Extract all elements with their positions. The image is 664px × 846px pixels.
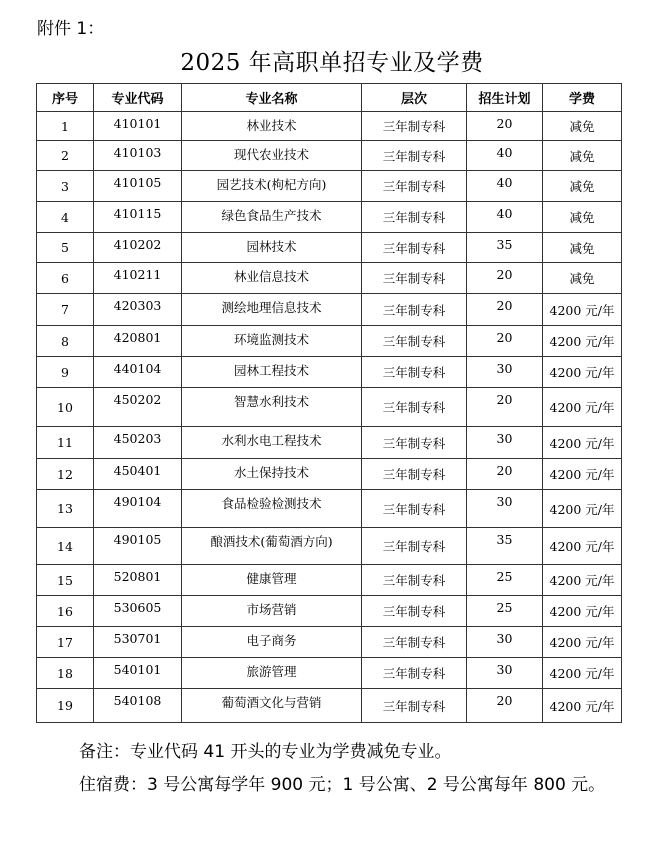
row-major-name: 林业技术 bbox=[182, 112, 362, 141]
row-level: 三年制专科 bbox=[362, 357, 467, 388]
row-index: 7 bbox=[37, 294, 94, 326]
row-major-code: 530701 bbox=[94, 627, 182, 658]
row-major-code: 530605 bbox=[94, 596, 182, 627]
row-major-code: 410103 bbox=[94, 141, 182, 171]
row-index: 9 bbox=[37, 357, 94, 388]
row-index: 15 bbox=[37, 565, 94, 596]
row-level: 三年制专科 bbox=[362, 596, 467, 627]
row-index: 10 bbox=[37, 388, 94, 427]
header-major-name: 专业名称 bbox=[182, 84, 362, 112]
row-major-code: 410115 bbox=[94, 202, 182, 233]
header-index: 序号 bbox=[37, 84, 94, 112]
row-major-code: 490104 bbox=[94, 490, 182, 528]
row-index: 5 bbox=[37, 233, 94, 263]
table-row bbox=[37, 596, 622, 627]
row-major-code: 490105 bbox=[94, 528, 182, 565]
row-major-code: 540101 bbox=[94, 658, 182, 689]
row-index: 14 bbox=[37, 528, 94, 565]
table-row bbox=[37, 528, 622, 565]
row-index: 1 bbox=[37, 112, 94, 141]
row-enrollment-plan: 40 bbox=[467, 171, 543, 202]
row-major-code: 520801 bbox=[94, 565, 182, 596]
row-index: 13 bbox=[37, 490, 94, 528]
row-tuition: 减免 bbox=[543, 202, 622, 233]
row-level: 三年制专科 bbox=[362, 459, 467, 490]
row-index: 3 bbox=[37, 171, 94, 202]
table-row bbox=[37, 459, 622, 490]
row-tuition: 4200 元/年 bbox=[543, 427, 622, 459]
row-level: 三年制专科 bbox=[362, 388, 467, 427]
row-tuition: 减免 bbox=[543, 263, 622, 294]
row-major-name: 水利水电工程技术 bbox=[182, 427, 362, 459]
row-level: 三年制专科 bbox=[362, 202, 467, 233]
row-major-name: 酿酒技术(葡萄酒方向) bbox=[182, 528, 362, 565]
row-major-name: 园林技术 bbox=[182, 233, 362, 263]
row-major-code: 450401 bbox=[94, 459, 182, 490]
header-level: 层次 bbox=[362, 84, 467, 112]
row-index: 17 bbox=[37, 627, 94, 658]
table-row bbox=[37, 202, 622, 233]
row-tuition: 4200 元/年 bbox=[543, 294, 622, 326]
row-level: 三年制专科 bbox=[362, 171, 467, 202]
row-tuition: 4200 元/年 bbox=[543, 528, 622, 565]
row-level: 三年制专科 bbox=[362, 326, 467, 357]
table-row bbox=[37, 627, 622, 658]
remarks bbox=[37, 736, 637, 802]
row-index: 19 bbox=[37, 689, 94, 723]
row-tuition: 减免 bbox=[543, 112, 622, 141]
row-enrollment-plan: 30 bbox=[467, 357, 543, 388]
row-enrollment-plan: 20 bbox=[467, 294, 543, 326]
table-row bbox=[37, 658, 622, 689]
row-enrollment-plan: 20 bbox=[467, 112, 543, 141]
header-enrollment-plan: 招生计划 bbox=[467, 84, 543, 112]
row-major-name: 旅游管理 bbox=[182, 658, 362, 689]
table-row bbox=[37, 565, 622, 596]
row-major-name: 测绘地理信息技术 bbox=[182, 294, 362, 326]
row-tuition: 4200 元/年 bbox=[543, 689, 622, 723]
table-row bbox=[37, 112, 622, 141]
row-level: 三年制专科 bbox=[362, 627, 467, 658]
majors-fee-table bbox=[36, 83, 622, 723]
row-index: 16 bbox=[37, 596, 94, 627]
row-tuition: 4200 元/年 bbox=[543, 459, 622, 490]
table-row bbox=[37, 326, 622, 357]
table-row bbox=[37, 171, 622, 202]
row-enrollment-plan: 30 bbox=[467, 627, 543, 658]
row-tuition: 4200 元/年 bbox=[543, 326, 622, 357]
row-level: 三年制专科 bbox=[362, 263, 467, 294]
row-major-name: 水土保持技术 bbox=[182, 459, 362, 490]
row-enrollment-plan: 20 bbox=[467, 263, 543, 294]
row-major-code: 410101 bbox=[94, 112, 182, 141]
row-tuition: 4200 元/年 bbox=[543, 357, 622, 388]
row-index: 2 bbox=[37, 141, 94, 171]
row-enrollment-plan: 20 bbox=[467, 459, 543, 490]
table-header-row bbox=[37, 84, 622, 112]
table-row bbox=[37, 263, 622, 294]
table-row bbox=[37, 490, 622, 528]
row-index: 6 bbox=[37, 263, 94, 294]
row-major-code: 450202 bbox=[94, 388, 182, 427]
table-row bbox=[37, 689, 622, 723]
row-tuition: 减免 bbox=[543, 141, 622, 171]
row-major-code: 440104 bbox=[94, 357, 182, 388]
row-major-name: 食品检验检测技术 bbox=[182, 490, 362, 528]
remark-note: 备注：专业代码 41 开头的专业为学费减免专业。 bbox=[79, 742, 452, 762]
row-enrollment-plan: 35 bbox=[467, 528, 543, 565]
row-major-code: 420801 bbox=[94, 326, 182, 357]
row-enrollment-plan: 40 bbox=[467, 202, 543, 233]
row-enrollment-plan: 30 bbox=[467, 658, 543, 689]
row-enrollment-plan: 20 bbox=[467, 388, 543, 427]
row-enrollment-plan: 30 bbox=[467, 427, 543, 459]
row-major-code: 540108 bbox=[94, 689, 182, 723]
row-major-name: 环境监测技术 bbox=[182, 326, 362, 357]
row-enrollment-plan: 30 bbox=[467, 490, 543, 528]
document-title: 2025 年高职单招专业及学费 bbox=[180, 50, 484, 76]
table-row bbox=[37, 294, 622, 326]
header-major-code: 专业代码 bbox=[94, 84, 182, 112]
row-level: 三年制专科 bbox=[362, 294, 467, 326]
row-level: 三年制专科 bbox=[362, 112, 467, 141]
row-enrollment-plan: 20 bbox=[467, 326, 543, 357]
attachment-label: 附件 1： bbox=[37, 19, 105, 39]
row-major-name: 电子商务 bbox=[182, 627, 362, 658]
row-major-code: 420303 bbox=[94, 294, 182, 326]
row-level: 三年制专科 bbox=[362, 141, 467, 171]
table-row bbox=[37, 357, 622, 388]
row-tuition: 减免 bbox=[543, 233, 622, 263]
row-tuition: 减免 bbox=[543, 171, 622, 202]
row-major-name: 健康管理 bbox=[182, 565, 362, 596]
row-major-code: 410202 bbox=[94, 233, 182, 263]
row-index: 4 bbox=[37, 202, 94, 233]
row-index: 11 bbox=[37, 427, 94, 459]
row-enrollment-plan: 25 bbox=[467, 565, 543, 596]
table-row bbox=[37, 388, 622, 427]
row-tuition: 4200 元/年 bbox=[543, 565, 622, 596]
row-major-name: 园艺技术(枸杞方向) bbox=[182, 171, 362, 202]
row-tuition: 4200 元/年 bbox=[543, 658, 622, 689]
row-level: 三年制专科 bbox=[362, 427, 467, 459]
remark-housing: 住宿费：3 号公寓每学年 900 元；1 号公寓、2 号公寓每年 800 元。 bbox=[79, 775, 606, 795]
header-tuition: 学费 bbox=[543, 84, 622, 112]
row-enrollment-plan: 20 bbox=[467, 689, 543, 723]
row-level: 三年制专科 bbox=[362, 658, 467, 689]
table-row bbox=[37, 427, 622, 459]
row-level: 三年制专科 bbox=[362, 528, 467, 565]
row-major-name: 现代农业技术 bbox=[182, 141, 362, 171]
row-tuition: 4200 元/年 bbox=[543, 388, 622, 427]
row-major-name: 林业信息技术 bbox=[182, 263, 362, 294]
table-row bbox=[37, 141, 622, 171]
row-index: 12 bbox=[37, 459, 94, 490]
row-tuition: 4200 元/年 bbox=[543, 627, 622, 658]
row-major-name: 园林工程技术 bbox=[182, 357, 362, 388]
row-major-name: 市场营销 bbox=[182, 596, 362, 627]
row-enrollment-plan: 25 bbox=[467, 596, 543, 627]
row-index: 18 bbox=[37, 658, 94, 689]
row-level: 三年制专科 bbox=[362, 565, 467, 596]
row-tuition: 4200 元/年 bbox=[543, 596, 622, 627]
row-major-name: 智慧水利技术 bbox=[182, 388, 362, 427]
row-tuition: 4200 元/年 bbox=[543, 490, 622, 528]
table-row bbox=[37, 233, 622, 263]
row-enrollment-plan: 40 bbox=[467, 141, 543, 171]
row-enrollment-plan: 35 bbox=[467, 233, 543, 263]
row-major-code: 450203 bbox=[94, 427, 182, 459]
row-major-code: 410211 bbox=[94, 263, 182, 294]
row-major-code: 410105 bbox=[94, 171, 182, 202]
row-major-name: 绿色食品生产技术 bbox=[182, 202, 362, 233]
row-level: 三年制专科 bbox=[362, 490, 467, 528]
row-level: 三年制专科 bbox=[362, 233, 467, 263]
row-major-name: 葡萄酒文化与营销 bbox=[182, 689, 362, 723]
row-level: 三年制专科 bbox=[362, 689, 467, 723]
row-index: 8 bbox=[37, 326, 94, 357]
